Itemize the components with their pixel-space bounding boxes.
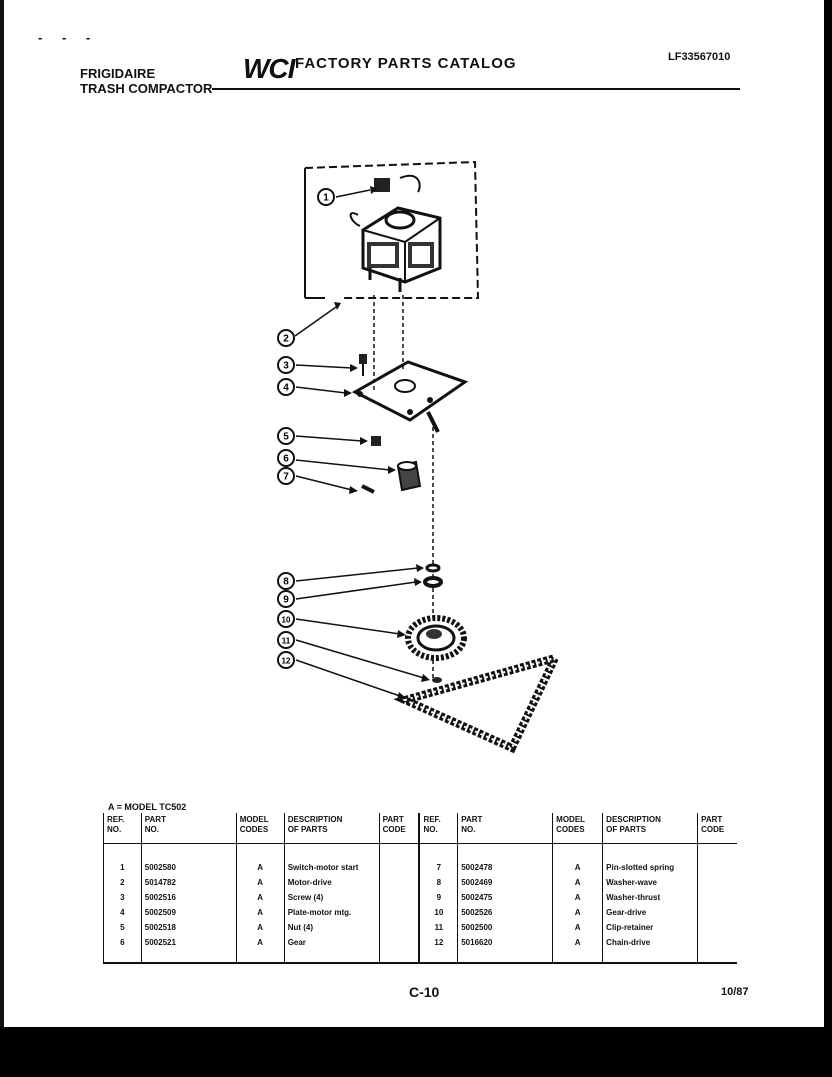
header-model-codes: MODEL CODES <box>553 813 603 844</box>
cell-part-code <box>698 875 737 890</box>
cell-part-no: 5002469 <box>458 875 553 890</box>
table-row <box>104 920 738 935</box>
callout-label: 11 <box>281 636 291 646</box>
callout-1 <box>318 189 334 205</box>
cell-model-code: A <box>553 905 603 920</box>
motor-drive <box>363 208 440 292</box>
cell-part-code <box>379 935 419 950</box>
scan-edge-right <box>824 0 832 1077</box>
corner-mark: - - - <box>38 30 99 45</box>
header-part-code: PART CODE <box>698 813 737 844</box>
cell-ref-no: 1 <box>104 860 142 875</box>
cell-model-code: A <box>553 890 603 905</box>
cell-part-no: 5014782 <box>141 875 236 890</box>
mounting-plate <box>355 362 465 420</box>
header-rule <box>212 88 740 90</box>
callout-label: 2 <box>283 333 289 345</box>
table-row <box>104 875 738 890</box>
cell-description: Nut (4) <box>284 920 379 935</box>
cell-description: Plate-motor mtg. <box>284 905 379 920</box>
cell-model-code: A <box>553 935 603 950</box>
table-row <box>104 890 738 905</box>
cell-ref-no: 4 <box>104 905 142 920</box>
cell-description: Switch-motor start <box>284 860 379 875</box>
callout-8 <box>278 573 294 589</box>
cell-part-no: 5016620 <box>458 935 553 950</box>
gear <box>398 462 420 490</box>
cell-model-code: A <box>553 875 603 890</box>
callout-label: 8 <box>283 576 289 588</box>
brand-name: FRIGIDAIRE <box>80 66 156 81</box>
cell-description: Washer-thrust <box>603 890 698 905</box>
cell-model-code: A <box>553 920 603 935</box>
clip-retainer <box>432 677 442 683</box>
cell-description: Chain-drive <box>603 935 698 950</box>
cell-ref-no: 10 <box>419 905 457 920</box>
cell-part-code <box>379 905 419 920</box>
callout-11 <box>278 632 294 648</box>
callout-12 <box>278 652 294 668</box>
cell-description: Gear-drive <box>603 905 698 920</box>
callout-9 <box>278 591 294 607</box>
cell-part-no: 5002516 <box>141 890 236 905</box>
cell-model-code: A <box>236 905 284 920</box>
cell-ref-no: 3 <box>104 890 142 905</box>
cell-part-code <box>379 890 419 905</box>
brand-block <box>80 66 212 96</box>
cell-description: Pin-slotted spring <box>603 860 698 875</box>
page-date: 10/87 <box>721 986 749 998</box>
callout-10 <box>278 611 294 627</box>
cell-part-no: 5002580 <box>141 860 236 875</box>
cell-part-no: 5002518 <box>141 920 236 935</box>
cell-part-code <box>379 875 419 890</box>
cell-part-code <box>698 920 737 935</box>
header-model-codes: MODEL CODES <box>236 813 284 844</box>
catalog-number: LF33567010 <box>668 51 731 63</box>
parts-table <box>103 813 737 964</box>
cell-description: Motor-drive <box>284 875 379 890</box>
callout-4 <box>278 379 294 395</box>
cell-part-no: 5002526 <box>458 905 553 920</box>
cell-part-no: 5002521 <box>141 935 236 950</box>
header-ref-no: REF. NO. <box>419 813 457 844</box>
wci-logo: WCI <box>243 53 295 84</box>
cell-part-no: 5002478 <box>458 860 553 875</box>
callout-label: 4 <box>283 382 289 394</box>
cell-ref-no: 12 <box>419 935 457 950</box>
cell-ref-no: 9 <box>419 890 457 905</box>
cell-ref-no: 8 <box>419 875 457 890</box>
product-name: TRASH COMPACTOR <box>80 81 213 96</box>
nut <box>371 436 381 446</box>
callout-3 <box>278 357 294 373</box>
callout-label: 10 <box>281 615 291 625</box>
table-row <box>104 860 738 875</box>
washer-wave <box>427 565 439 571</box>
callout-label: 7 <box>283 471 289 483</box>
scan-edge-bottom <box>0 1027 832 1077</box>
header-part-no: PART NO. <box>458 813 553 844</box>
cell-model-code: A <box>236 890 284 905</box>
cell-description: Gear <box>284 935 379 950</box>
cell-part-no: 5002509 <box>141 905 236 920</box>
callout-7 <box>278 468 294 484</box>
cell-part-code <box>698 935 737 950</box>
exploded-parts-diagram <box>250 150 580 770</box>
cell-description: Clip-retainer <box>603 920 698 935</box>
cell-ref-no: 7 <box>419 860 457 875</box>
scan-edge-left <box>0 0 4 1077</box>
drive-gear <box>408 618 464 658</box>
cell-part-code <box>698 905 737 920</box>
header-part-code: PART CODE <box>379 813 419 844</box>
page-number: C-10 <box>409 984 440 1000</box>
table-header-row <box>104 813 738 844</box>
callout-label: 6 <box>283 453 289 465</box>
callout-label: 3 <box>283 360 289 372</box>
callout-label: 9 <box>283 594 289 606</box>
table-row <box>104 905 738 920</box>
catalog-title: FACTORY PARTS CATALOG <box>295 55 517 72</box>
cell-model-code: A <box>553 860 603 875</box>
cell-part-code <box>379 860 419 875</box>
callout-label: 5 <box>283 431 289 443</box>
cell-part-no: 5002475 <box>458 890 553 905</box>
callout-6 <box>278 450 294 466</box>
washer-thrust <box>425 578 441 586</box>
callout-label: 12 <box>281 656 291 666</box>
cell-part-code <box>379 920 419 935</box>
header-description: DESCRIPTION OF PARTS <box>603 813 698 844</box>
header-part-no: PART NO. <box>141 813 236 844</box>
cell-ref-no: 6 <box>104 935 142 950</box>
cell-model-code: A <box>236 860 284 875</box>
cell-model-code: A <box>236 875 284 890</box>
cell-model-code: A <box>236 920 284 935</box>
cell-description: Screw (4) <box>284 890 379 905</box>
cell-ref-no: 5 <box>104 920 142 935</box>
model-code-key: A = MODEL TC502 <box>108 802 187 812</box>
screw <box>359 354 367 376</box>
header-description: DESCRIPTION OF PARTS <box>284 813 379 844</box>
cell-ref-no: 11 <box>419 920 457 935</box>
callout-5 <box>278 428 294 444</box>
callout-label: 1 <box>323 192 329 204</box>
cell-ref-no: 2 <box>104 875 142 890</box>
cell-part-code <box>698 860 737 875</box>
cell-description: Washer-wave <box>603 875 698 890</box>
cell-part-code <box>698 890 737 905</box>
table-row <box>104 935 738 950</box>
header-ref-no: REF. NO. <box>104 813 142 844</box>
drive-chain <box>405 658 555 748</box>
callout-2 <box>278 330 294 346</box>
cell-model-code: A <box>236 935 284 950</box>
cell-part-no: 5002500 <box>458 920 553 935</box>
